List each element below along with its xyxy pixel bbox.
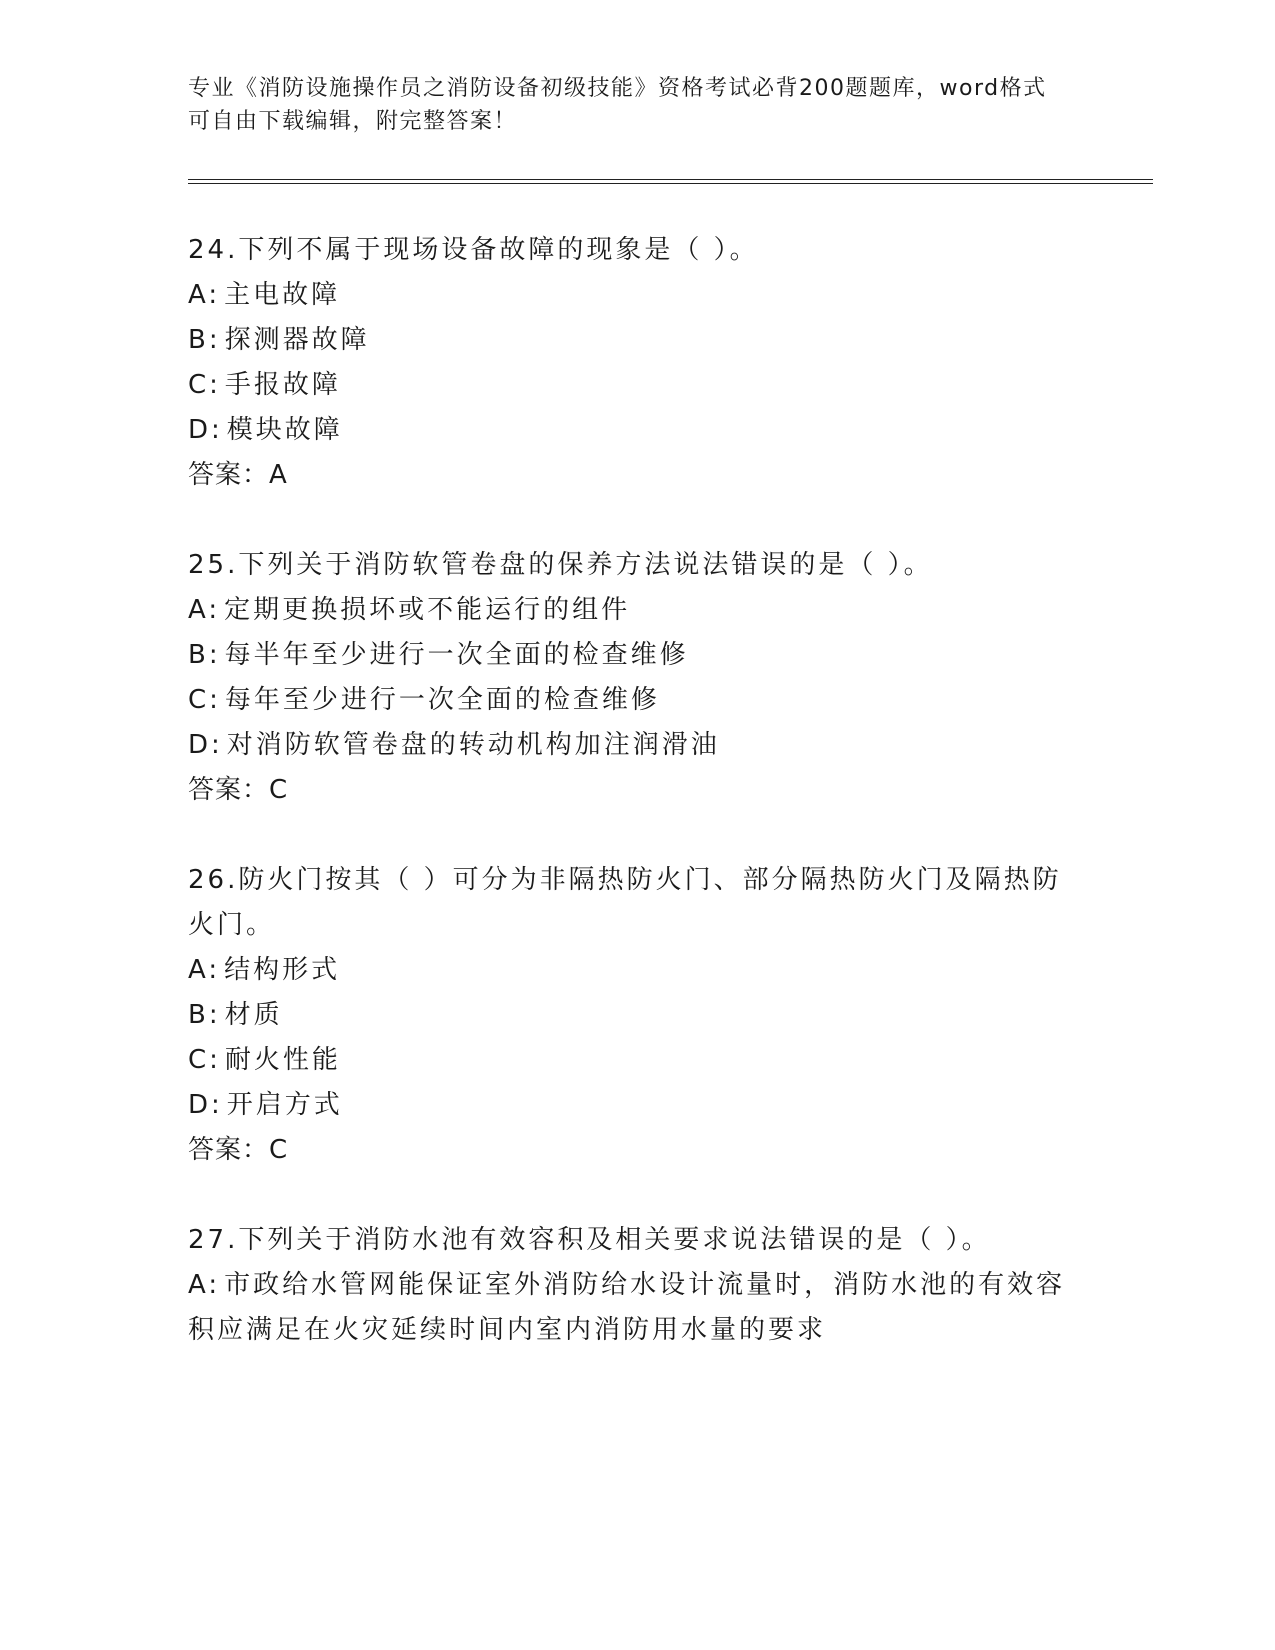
question-25 <box>188 543 1088 813</box>
question-list <box>188 228 1088 1353</box>
option-text: 主电故障 <box>224 280 341 310</box>
option-text: 开启方式 <box>226 1090 343 1120</box>
answer-value: C <box>269 775 288 805</box>
option-a <box>188 273 1088 318</box>
option-text: 材质 <box>224 1000 283 1030</box>
option-letter: D: <box>188 415 223 445</box>
question-26 <box>188 858 1088 1173</box>
answer-line <box>188 453 1088 498</box>
option-c <box>188 678 1088 723</box>
option-letter: C: <box>188 1045 221 1075</box>
option-letter: A: <box>188 1270 221 1300</box>
question-27 <box>188 1218 1088 1353</box>
answer-value: A <box>269 460 287 490</box>
option-b <box>188 633 1088 678</box>
option-text: 每半年至少进行一次全面的检查维修 <box>224 640 689 670</box>
answer-label: 答案： <box>188 1135 270 1165</box>
question-24 <box>188 228 1088 498</box>
question-stem: 27.下列关于消防水池有效容积及相关要求说法错误的是（ ）。 <box>188 1225 991 1255</box>
header-divider-second-line <box>188 183 1153 184</box>
option-text: 对消防软管卷盘的转动机构加注润滑油 <box>226 730 720 760</box>
option-a <box>188 948 1088 993</box>
question-stem: 26.防火门按其（ ）可分为非隔热防火门、部分隔热防火门及隔热防火门。 <box>188 865 1062 940</box>
option-letter: B: <box>188 1000 221 1030</box>
option-letter: A: <box>188 955 221 985</box>
question-stem: 24.下列不属于现场设备故障的现象是（ ）。 <box>188 235 759 265</box>
option-text: 探测器故障 <box>224 325 370 355</box>
option-text: 模块故障 <box>226 415 343 445</box>
option-b <box>188 993 1088 1038</box>
question-stem: 25.下列关于消防软管卷盘的保养方法说法错误的是（ ）。 <box>188 550 933 580</box>
option-c <box>188 363 1088 408</box>
answer-label: 答案： <box>188 775 270 805</box>
option-letter: A: <box>188 280 221 310</box>
header-divider <box>188 179 1153 180</box>
option-c <box>188 1038 1088 1083</box>
option-text: 耐火性能 <box>224 1045 341 1075</box>
option-letter: A: <box>188 595 221 625</box>
document-header: 专业《消防设施操作员之消防设备初级技能》资格考试必背200题题库，word格式可自由下载编辑，附完整答案！ <box>188 76 1047 134</box>
option-text: 手报故障 <box>224 370 341 400</box>
option-letter: C: <box>188 370 221 400</box>
option-a <box>188 1263 1088 1353</box>
option-b <box>188 318 1088 363</box>
answer-line <box>188 768 1088 813</box>
option-letter: C: <box>188 685 221 715</box>
answer-label: 答案： <box>188 460 270 490</box>
option-d <box>188 408 1088 453</box>
option-text: 每年至少进行一次全面的检查维修 <box>224 685 660 715</box>
option-letter: B: <box>188 325 221 355</box>
answer-line <box>188 1128 1088 1173</box>
option-letter: B: <box>188 640 221 670</box>
option-text: 结构形式 <box>224 955 341 985</box>
option-text: 市政给水管网能保证室外消防给水设计流量时，消防水池的有效容积应满足在火灾延续时间内室内消防用水量的要求 <box>188 1270 1066 1345</box>
option-d <box>188 1083 1088 1128</box>
option-d <box>188 723 1088 768</box>
option-letter: D: <box>188 730 223 760</box>
option-letter: D: <box>188 1090 223 1120</box>
option-a <box>188 588 1088 633</box>
answer-value: C <box>269 1135 288 1165</box>
option-text: 定期更换损坏或不能运行的组件 <box>224 595 631 625</box>
